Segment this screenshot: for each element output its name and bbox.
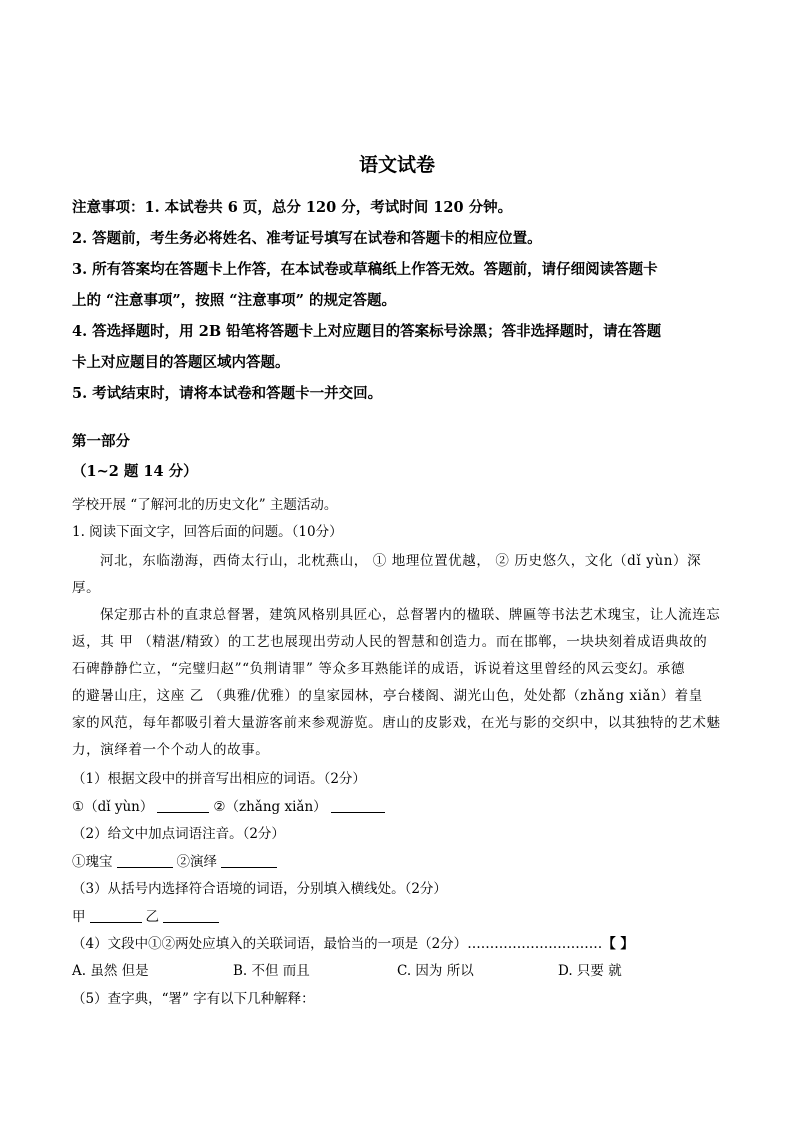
answer-label: 甲 [72, 909, 86, 925]
passage-line: 厚。 [72, 580, 101, 596]
notice-line-1: 注意事项：1. 本试卷共 6 页，总分 120 分，考试时间 120 分钟。 [72, 199, 513, 216]
answer-label: ②（zhǎng xiǎn） [213, 799, 327, 815]
answer-label: ①（dǐ yùn） [72, 799, 154, 815]
notice-line-5: 5. 考试结束时，请将本试卷和答题卡一并交回。 [72, 385, 383, 402]
option-b[interactable]: B. 不但 而且 [233, 963, 310, 979]
answer-bracket[interactable]: 【 】 [602, 936, 634, 952]
passage-line: 石碑静静伫立，“完璧归赵”“负荆请罪” 等众多耳熟能详的成语，诉说着这里曾经的风云变幻。承德 [72, 661, 685, 677]
section-heading: 第一部分 [72, 433, 130, 450]
option-a[interactable]: A. 虽然 但是 [72, 963, 149, 979]
notice-line-4b: 卡上对应题目的答题区域内答题。 [72, 354, 290, 371]
page-title: 语文试卷 [358, 154, 435, 176]
notice-line-3a: 3. 所有答案均在答题卡上作答，在本试卷或草稿纸上作答无效。答题前，请仔细阅读答题卡 [72, 261, 658, 278]
section-score-range: （1~2 题 14 分） [72, 463, 198, 480]
option-c[interactable]: C. 因为 所以 [397, 963, 474, 979]
passage-line: 的避暑山庄，这座 乙 （典雅/优雅）的皇家园林，亭台楼阁、湖光山色，处处都（zhǎng xiǎn）着皇 [72, 688, 703, 704]
subquestion-4 [72, 932, 634, 952]
answer-label: ②演绎 [176, 854, 217, 870]
activity-intro: 学校开展 “了解河北的历史文化” 主题活动。 [72, 497, 338, 513]
subquestion-2-answers [72, 850, 281, 870]
answer-label: ①瑰宝 [72, 854, 113, 870]
answer-blank[interactable] [163, 908, 219, 923]
subquestion-1: （1）根据文段中的拼音写出相应的词语。（2分） [72, 771, 366, 787]
notice-line-3b: 上的 “注意事项”，按照 “注意事项” 的规定答题。 [72, 292, 397, 309]
answer-blank[interactable] [331, 798, 385, 813]
answer-blank[interactable] [90, 908, 142, 923]
passage-line: 河北，东临渤海，西倚太行山，北枕燕山， ① 地理位置优越， ② 历史悠久，文化（dǐ yùn）深 [100, 553, 702, 569]
answer-blank[interactable] [221, 853, 277, 868]
answer-blank[interactable] [117, 853, 173, 868]
passage-line: 力，演绎着一个个动人的故事。 [72, 742, 270, 758]
subquestion-3: （3）从括号内选择符合语境的词语，分别填入横线处。（2分） [72, 881, 447, 897]
notice-line-4a: 4. 答选择题时，用 2B 铅笔将答题卡上对应题目的答案标号涂黑；答非选择题时，请在答题 [72, 323, 662, 340]
subquestion-1-answers [72, 795, 389, 815]
passage-line: 家的风范，每年都吸引着大量游客前来参观游览。唐山的皮影戏，在光与影的交织中，以其独特的艺术魅 [72, 715, 721, 731]
notice-line-2: 2. 答题前，考生务必将姓名、准考证号填写在试卷和答题卡的相应位置。 [72, 230, 542, 247]
question-1-heading: 1. 阅读下面文字，回答后面的问题。（10分） [72, 524, 343, 540]
answer-blank[interactable] [157, 798, 209, 813]
leader-dots: ………………………… [467, 936, 603, 952]
passage-line: 保定那古朴的直隶总督署，建筑风格别具匠心，总督署内的楹联、牌匾等书法艺术瑰宝，让人流连忘 [100, 607, 721, 623]
passage-line: 返，其 甲 （精湛/精致）的工艺也展现出劳动人民的智慧和创造力。而在邯郸，一块块刻着成语典故的 [72, 634, 708, 650]
answer-label: 乙 [145, 909, 159, 925]
option-d[interactable]: D. 只要 就 [558, 963, 622, 979]
subquestion-5: （5）查字典，“署” 字有以下几种解释： [72, 991, 315, 1007]
subquestion-2: （2）给文中加点词语注音。（2分） [72, 826, 285, 842]
question-text: （4）文段中①②两处应填入的关联词语，最恰当的一项是（2分） [72, 936, 468, 952]
subquestion-3-answers [72, 905, 223, 925]
